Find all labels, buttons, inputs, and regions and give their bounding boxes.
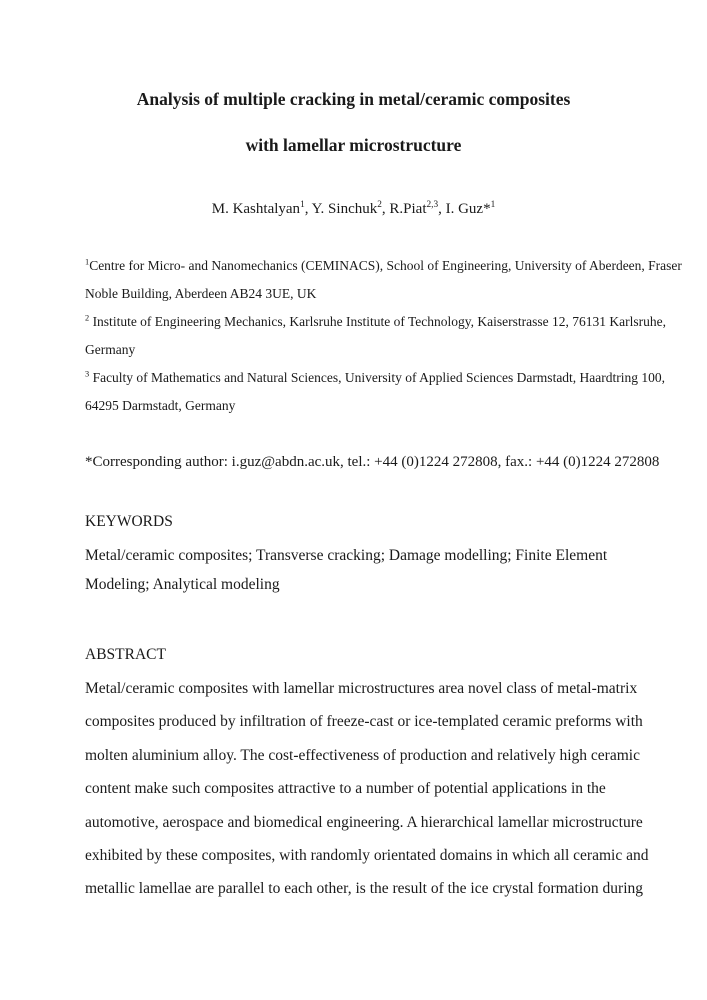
abstract-line-6: exhibited by these composites, with randomly orientated domains in which all ceramic and	[85, 847, 649, 865]
affiliations-block	[85, 252, 682, 420]
keywords-heading: KEYWORDS	[85, 513, 173, 530]
affiliation-3-marker: 3	[85, 369, 90, 379]
title-line-2: with lamellar microstructure	[245, 135, 462, 155]
affiliation-2-text: Institute of Engineering Mechanics, Karlsruhe Institute of Technology, Kaiserstrasse 12, 76131 Karlsruhe,	[89, 314, 666, 329]
abstract-line-5: automotive, aerospace and biomedical engineering. A hierarchical lamellar microstructure	[85, 813, 643, 831]
abstract-line-2: composites produced by infiltration of freeze-cast or ice-templated ceramic preforms with	[85, 713, 643, 731]
corresponding-author-line: *Corresponding author: i.guz@abdn.ac.uk, tel.: +44 (0)1224 272808, fax.: +44 (0)1224 272808	[85, 454, 660, 470]
abstract-line-7: metallic lamellae are parallel to each other, is the result of the ice crystal formation during	[85, 880, 644, 898]
abstract-line-4: content make such composites attractive to a number of potential applications in the	[85, 780, 606, 798]
affiliation-3-text: Faculty of Mathematics and Natural Sciences, University of Applied Sciences Darmstadt, Haardtring 100,	[89, 370, 666, 385]
paper-title	[0, 76, 707, 168]
affiliation-2-marker: 2	[85, 313, 90, 323]
title-line-1: Analysis of multiple cracking in metal/ceramic composites	[136, 89, 571, 109]
affiliation-1-marker: 1	[85, 257, 90, 267]
affiliation-2-line-1	[85, 308, 666, 336]
affiliation-1-text: Centre for Micro- and Nanomechanics (CEMINACS), School of Engineering, University of Aberdeen, Fraser	[89, 258, 682, 273]
keywords-line-1: Metal/ceramic composites; Transverse cracking; Damage modelling; Finite Element	[85, 547, 608, 564]
authors-line: M. Kashtalyan$^1$, Y. Sinchuk$^2$, R.Piat$^{2,3}$, I. Guz*$^1$	[211, 200, 496, 217]
keywords-list	[85, 541, 647, 599]
abstract-body	[85, 672, 647, 906]
affiliation-3-line-2: 64295 Darmstadt, Germany	[85, 398, 236, 413]
abstract-line-1: Metal/ceramic composites with lamellar microstructures area novel class of metal-matrix	[85, 680, 638, 697]
affiliation-2-line-2: Germany	[85, 342, 136, 357]
abstract-heading: ABSTRACT	[85, 646, 166, 663]
affiliation-1-line-2: Noble Building, Aberdeen AB24 3UE, UK	[85, 286, 317, 301]
affiliation-3-line-1	[85, 364, 666, 392]
abstract-line-3: molten aluminium alloy. The cost-effectiveness of production and relatively high ceramic	[85, 746, 640, 764]
affiliation-1-line-1	[85, 252, 682, 280]
keywords-line-2: Modeling; Analytical modeling	[85, 576, 280, 593]
